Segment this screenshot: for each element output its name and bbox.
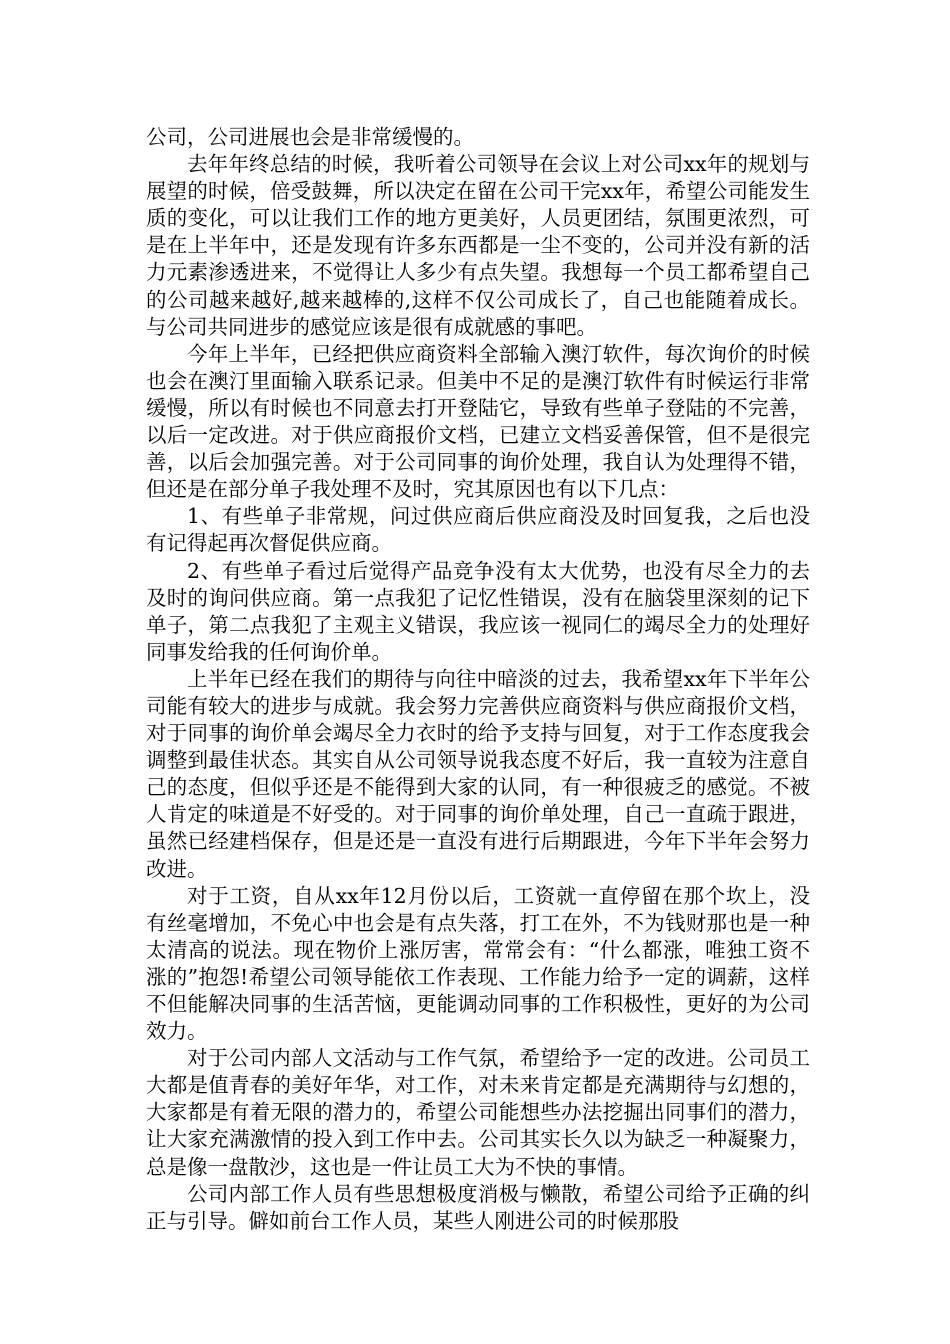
paragraph-year-end-summary: 去年年终总结的时候，我听着公司领导在会议上对公司xx年的规划与展望的时候，倍受鼓舞，所以决定在留在公司干完xx年，希望公司能发生质的变化，可以让我们工作的地方更美好，人员更团结，氛围更浓烈，可是在上半年中，还是发现有许多东西都是一尘不变的，公司并没有新的活力元素渗透进来，不觉得让人多少有点失望。我想每一个员工都希望自己的公司越来越好,越来越棒的,这样不仅公司成长了，自己也能随着成长。与公司共同进步的感觉应该是很有成就感的事吧。 <box>146 152 810 339</box>
paragraph-staff-attitude: 公司内部工作人员有些思想极度消极与懒散，希望公司给予正确的纠正与引导。僻如前台工作人员，某些人刚进公司的时候那股 <box>146 1181 810 1233</box>
paragraph-salary: 对于工资，自从xx年12月份以后，工资就一直停留在那个坎上，没有丝毫增加，不免心中也会是有点失落，打工在外，不为钱财那也是一种太清高的说法。现在物价上涨厉害，常常会有：“什么都涨，唯独工资不涨的”抱怨!希望公司领导能依工作表现、工作能力给予一定的调薪，这样不但能解决同事的生活苦恼，更能调动同事的工作积极性，更好的为公司效力。 <box>146 883 810 1044</box>
paragraph-supplier-data: 今年上半年，已经把供应商资料全部输入澳汀软件，每次询价的时候也会在澳汀里面输入联系记录。但美中不足的是澳汀软件有时候运行非常缓慢，所以有时候也不同意去打开登陆它，导致有些单子登陆的不完善，以后一定改进。对于供应商报价文档，已建立文档妥善保管，但不是很完善，以后会加强完善。对于公司同事的询价处理，我自认为处理得不错，但还是在部分单子我处理不及时，究其原因也有以下几点： <box>146 341 810 502</box>
paragraph-continuation: 公司，公司进展也会是非常缓慢的。 <box>146 125 474 149</box>
paragraph-reason-1: 1、有些单子非常规，问过供应商后供应商没及时回复我，之后也没有记得起再次督促供应商。 <box>146 504 810 556</box>
paragraph-culture: 对于公司内部人文活动与工作气氛，希望给予一定的改进。公司员工大都是值青春的美好年华，对工作，对未来肯定都是充满期待与幻想的，大家都是有着无限的潜力的，希望公司能想些办法挖掘出同事们的潜力，让大家充满激情的投入到工作中去。公司其实长久以为缺乏一种凝聚力，总是像一盘散沙，这也是一件让员工大为不快的事情。 <box>146 1046 810 1179</box>
document-body <box>146 124 810 1235</box>
paragraph-second-half-plan: 上半年已经在我们的期待与向往中暗淡的过去，我希望xx年下半年公司能有较大的进步与成就。我会努力完善供应商资料与供应商报价文档，对于同事的询价单会竭尽全力衣时的给予支持与回复，对于工作态度我会调整到最佳状态。其实自从公司领导说我态度不好后，我一直较为注意自己的态度，但似乎还是不能得到大家的认同，有一种很疲乏的感觉。不被人肯定的味道是不好受的。对于同事的询价单处理，自己一直疏于跟进，虽然已经建档保存，但是还是一直没有进行后期跟进，今年下半年会努力改进。 <box>146 666 810 881</box>
paragraph-reason-2: 2、有些单子看过后觉得产品竞争没有太大优势，也没有尽全力的去及时的询问供应商。第一点我犯了记忆性错误，没有在脑袋里深刻的记下单子，第二点我犯了主观主义错误，我应该一视同仁的竭尽全力的处理好同事发给我的任何询价单。 <box>146 558 810 664</box>
